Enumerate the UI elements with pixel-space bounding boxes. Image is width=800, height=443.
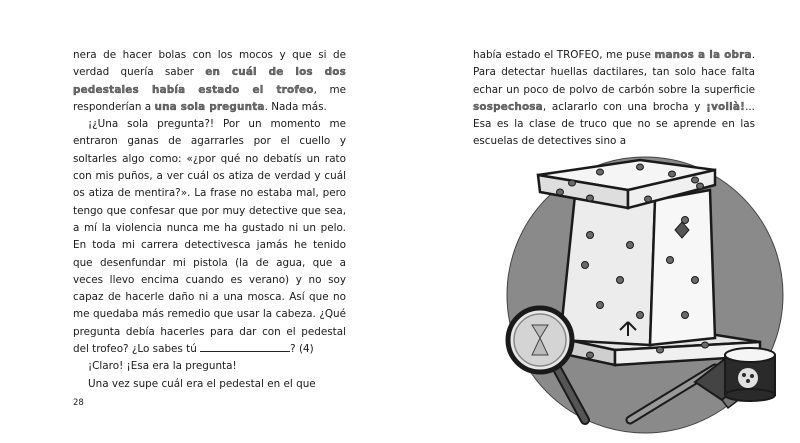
pedestal-body bbox=[560, 195, 655, 345]
paragraph: ¡Claro! ¡Esa era la pregunta! bbox=[88, 360, 237, 373]
text: nera de hacer bolas con los mocos y que si de verdad quería saber bbox=[73, 49, 346, 79]
text: había estado el TROFEO, me puse bbox=[473, 49, 655, 61]
text: ? (4) bbox=[290, 343, 314, 356]
highlight-text: sospechosa bbox=[473, 100, 543, 113]
paragraph bbox=[473, 47, 755, 151]
highlight-text: en cuál de los dos pedestales había estado el trofeo bbox=[73, 66, 346, 96]
page-number: 28 bbox=[73, 398, 84, 408]
text: , me responderían a bbox=[73, 83, 347, 113]
highlight-text: una sola pregunta bbox=[154, 100, 265, 113]
answer-blank bbox=[200, 341, 290, 352]
highlight-text: manos a la obra bbox=[654, 49, 752, 61]
highlight-text: ¡voilà! bbox=[706, 100, 746, 113]
text: , aclararlo con una brocha y bbox=[542, 100, 707, 113]
text: . Para detectar huellas dactilares, tan solo hace falta echar un poco de polvo de carbón sobre la superficie bbox=[473, 49, 755, 96]
text: ¡¿Una sola pregunta?! Por un momento me entraron ganas de agarrarles por el cuello y soltarles algo como: «¿por qué no debatís un rato con mis puños, a ver cuál os atiza de verdad y cuál os atiza de mentira?». La frase no estaba mal, pero tengo que confesar que por muy detective que sea, a mí la violencia nunca me ha gustado ni un pelo. En toda mi carrera detectivesca jamás he tenido que desenfundar mi pistola (la de agua, que a veces llevo encima cuando es verano) y no soy capaz de hacerle daño ni a una mosca. Así que no me quedaba más remedio que usar la cabeza. ¿Qué pregunta debía hacerles para dar con el pedestal del trofeo? ¿Lo sabes tú bbox=[73, 118, 346, 356]
left-text bbox=[73, 47, 346, 393]
paragraph bbox=[73, 116, 346, 358]
text: ... Esa es la clase de truco que no se aprende en las escuelas de detectives sino a bbox=[473, 100, 755, 148]
paragraph bbox=[73, 47, 346, 116]
pedestal-illustration bbox=[490, 150, 790, 435]
powder-jar-icon bbox=[725, 348, 775, 401]
paragraph: Una vez supe cuál era el pedestal en el que bbox=[88, 377, 316, 390]
text: . Nada más. bbox=[264, 100, 327, 113]
right-text bbox=[473, 47, 755, 151]
